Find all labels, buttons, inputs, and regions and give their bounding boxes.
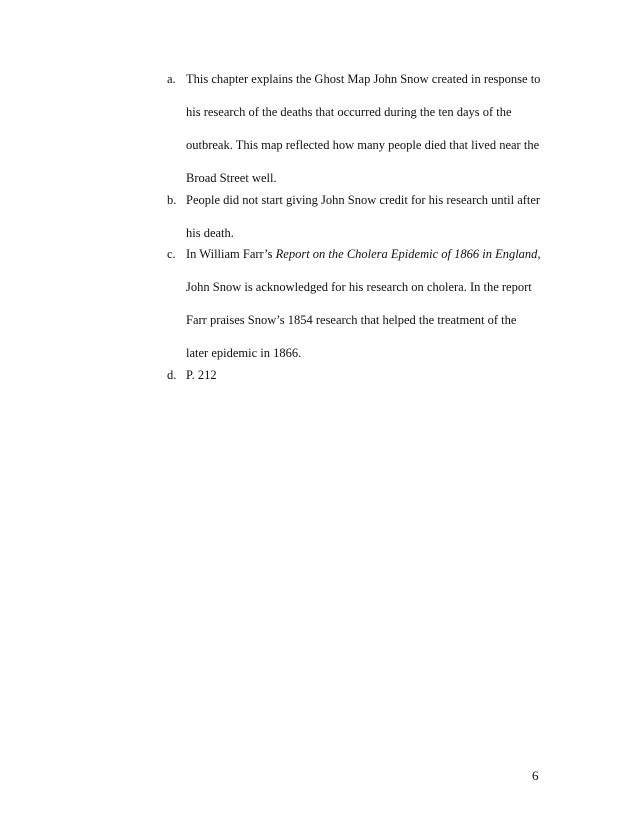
item-c-line-3: Farr praises Snow’s 1854 research that helped the treatment of the <box>186 313 517 327</box>
item-a-line-1: This chapter explains the Ghost Map John Snow created in response to <box>186 72 541 86</box>
item-c-line-1-suffix: , <box>537 247 541 261</box>
item-a-line-4: Broad Street well. <box>186 171 277 185</box>
list-marker-b: b. <box>167 193 177 207</box>
report-title: Report on the Cholera Epidemic of 1866 in England <box>275 247 538 261</box>
item-c-line-1-prefix: In William Farr’s <box>186 247 276 261</box>
item-c-line-2: John Snow is acknowledged for his research on cholera. In the report <box>186 280 532 294</box>
list-marker-d: d. <box>167 368 177 382</box>
item-b-line-1: People did not start giving John Snow credit for his research until after <box>186 193 541 207</box>
item-a-line-2: his research of the deaths that occurred during the ten days of the <box>186 105 512 119</box>
item-b-line-2: his death. <box>186 226 234 240</box>
item-a-line-3: outbreak. This map reflected how many people died that lived near the <box>186 138 540 152</box>
list-marker-c: c. <box>167 247 176 261</box>
page-number: 6 <box>532 768 539 783</box>
item-d-line-1: P. 212 <box>186 368 217 382</box>
item-c-line-4: later epidemic in 1866. <box>186 346 302 360</box>
item-c-line-1 <box>186 242 541 266</box>
list-marker-a: a. <box>167 72 176 86</box>
